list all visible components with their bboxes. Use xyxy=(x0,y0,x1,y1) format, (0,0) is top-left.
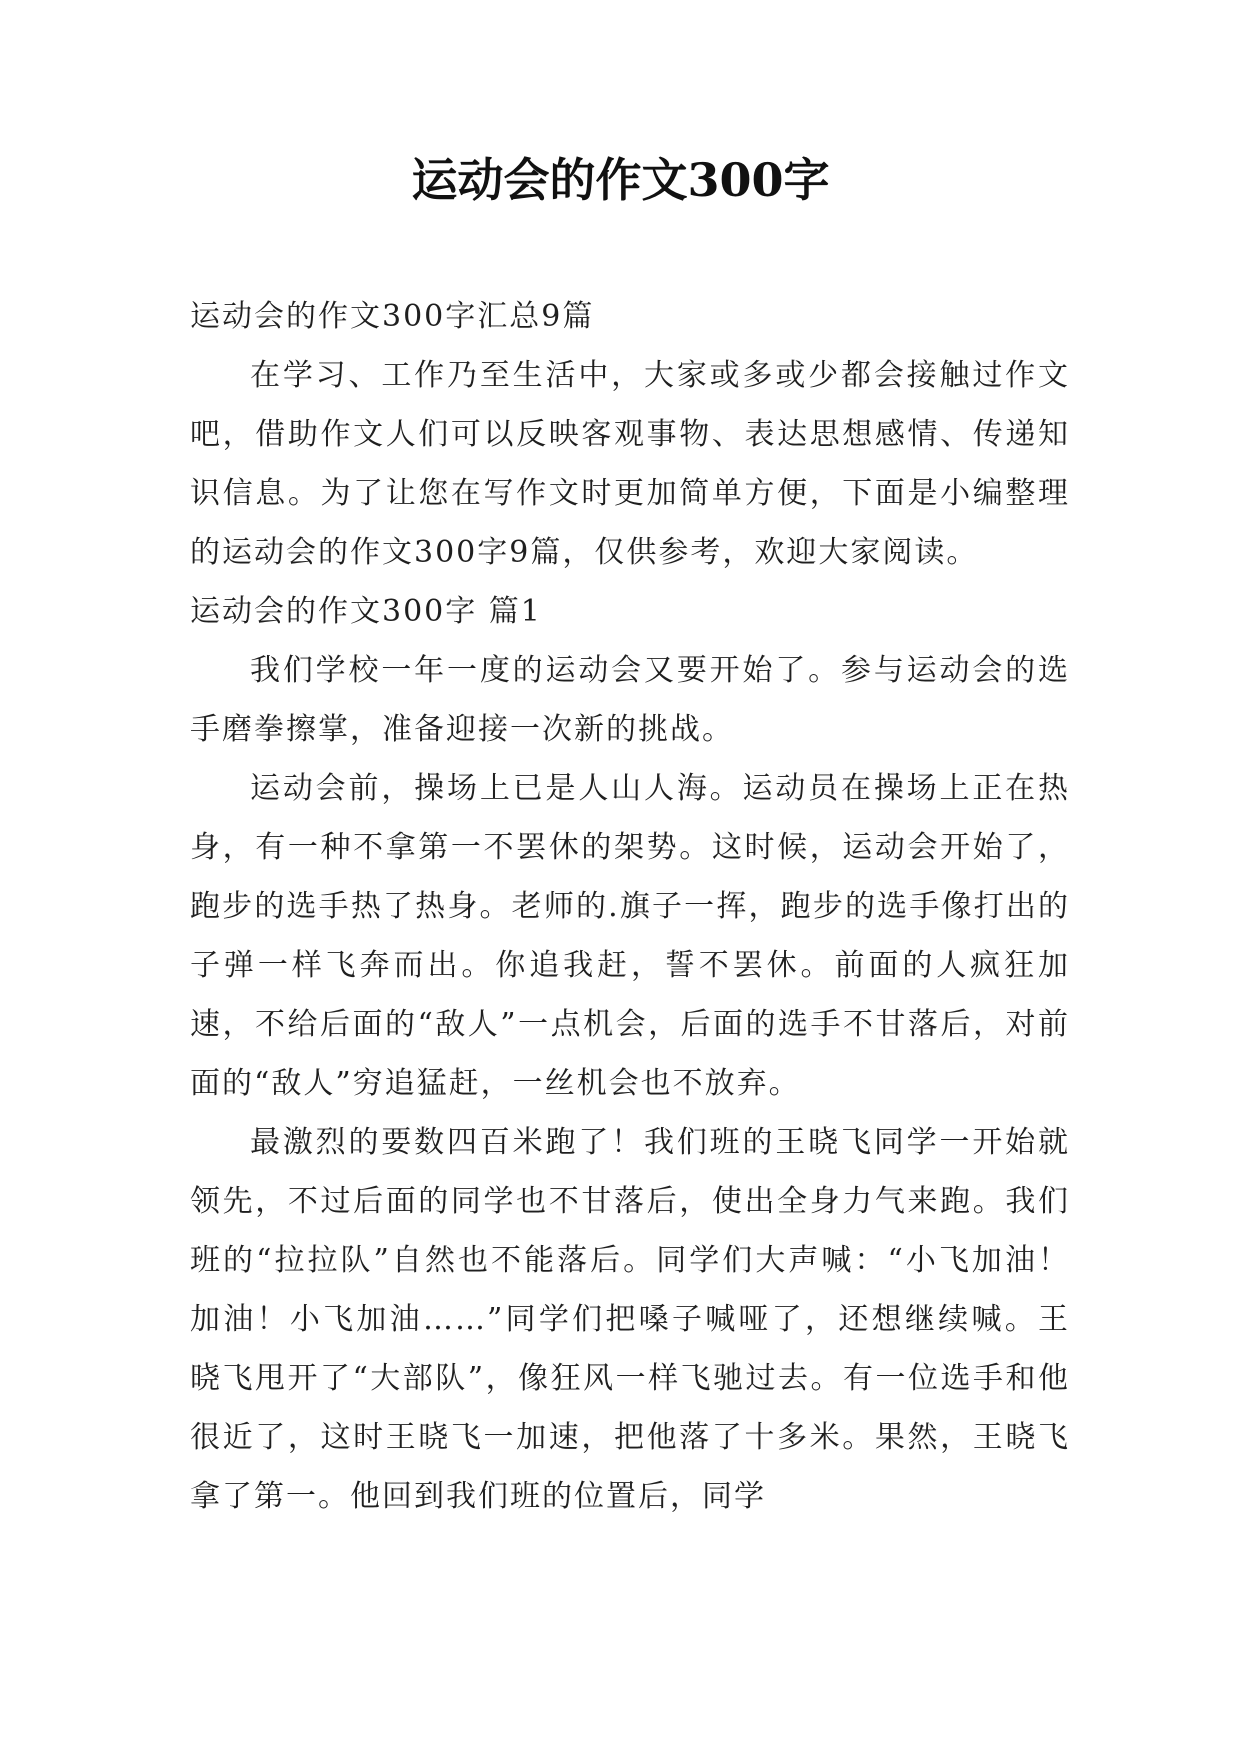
document-body xyxy=(190,287,1070,1526)
body-paragraph: 最激烈的要数四百米跑了！我们班的王晓飞同学一开始就领先，不过后面的同学也不甘落后，使出全身力气来跑。我们班的“拉拉队”自然也不能落后。同学们大声喊：“小飞加油！加油！小飞加油……”同学们把嗓子喊哑了，还想继续喊。王晓飞甩开了“大部队”，像狂风一样飞驰过去。有一位选手和他很近了，这时王晓飞一加速，把他落了十多米。果然，王晓飞拿了第一。他回到我们班的位置后，同学 xyxy=(190,1125,1070,1514)
document-title: 运动会的作文300字 xyxy=(411,153,830,207)
body-paragraph: 运动会前，操场上已是人山人海。运动员在操场上正在热身，有一种不拿第一不罢休的架势。这时候，运动会开始了，跑步的选手热了热身。老师的.旗子一挥，跑步的选手像打出的子弹一样飞奔而出。你追我赶，誓不罢休。前面的人疯狂加速，不给后面的“敌人”一点机会，后面的选手不甘落后，对前面的“敌人”穷追猛赶，一丝机会也不放弃。 xyxy=(190,771,1070,1101)
section-heading: 运动会的作文300字 篇1 xyxy=(190,594,542,629)
intro-paragraph: 在学习、工作乃至生活中，大家或多或少都会接触过作文吧，借助作文人们可以反映客观事物、表达思想感情、传递知识信息。为了让您在写作文时更加简单方便，下面是小编整理的运动会的作文300字9篇，仅供参考，欢迎大家阅读。 xyxy=(190,358,1070,570)
body-paragraph: 我们学校一年一度的运动会又要开始了。参与运动会的选手磨拳擦掌，准备迎接一次新的挑战。 xyxy=(190,653,1070,747)
document-subtitle: 运动会的作文300字汇总9篇 xyxy=(190,299,595,334)
